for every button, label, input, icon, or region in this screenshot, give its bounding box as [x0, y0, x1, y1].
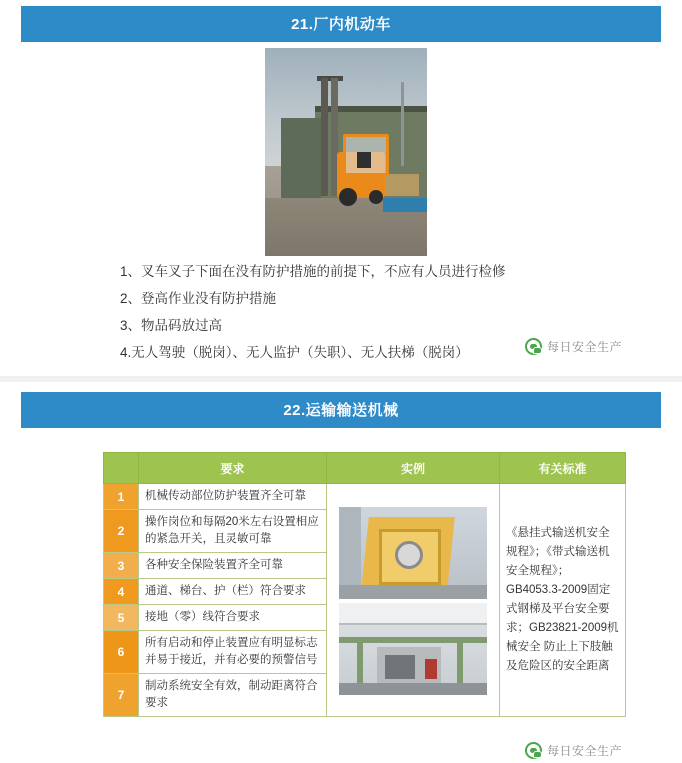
photo-machine-part	[385, 655, 415, 679]
photo-forklift-seat	[357, 152, 371, 168]
photo-forklift-wheel-front	[339, 188, 357, 206]
row-requirement: 操作岗位和每隔20米左右设置相应的紧急开关，且灵敏可靠	[139, 510, 327, 553]
row-requirement: 通道、梯台、护（栏）符合要求	[139, 579, 327, 605]
photo-pole	[401, 82, 404, 166]
photo-roof	[339, 603, 487, 625]
photo-pallet	[385, 174, 419, 196]
row-number: 1	[104, 484, 139, 510]
row-number: 6	[104, 631, 139, 674]
hazard-item-4: 4.无人驾驶（脱岗）、无人监护（失职）、无人扶梯（脱岗）	[120, 345, 469, 360]
row-number: 5	[104, 605, 139, 631]
hazard-item-2: 2、登高作业没有防护措施	[120, 291, 277, 306]
row-number: 2	[104, 510, 139, 553]
wechat-badge-top	[525, 338, 622, 355]
hazard-list	[120, 258, 590, 366]
row-number: 3	[104, 553, 139, 579]
row-number: 4	[104, 579, 139, 605]
conveyor-guard-photo	[339, 507, 487, 599]
wechat-icon	[525, 742, 542, 759]
table-header-row	[104, 453, 626, 484]
photo-machine-wheel	[395, 541, 423, 569]
table-header-num	[104, 453, 139, 484]
photo-blue-container	[383, 198, 427, 212]
section-divider	[0, 376, 682, 382]
section-header-22: 22.运输输送机械	[21, 392, 661, 428]
section-header-21: 21.厂内机动车	[21, 6, 661, 42]
requirements-table	[103, 452, 626, 717]
wechat-label: 每日安全生产	[547, 744, 623, 758]
row-requirement: 各种安全保险装置齐全可靠	[139, 553, 327, 579]
photo-mast-left	[321, 78, 328, 196]
hazard-item-1: 1、叉车叉子下面在没有防护措施的前提下，不应有人员进行检修	[120, 264, 506, 279]
table-row	[104, 484, 626, 510]
table-header-requirement: 要求	[139, 453, 327, 484]
row-requirement: 所有启动和停止装置应有明显标志并易于接近，并有必要的预警信号	[139, 631, 327, 674]
workshop-conveyor-photo	[339, 603, 487, 695]
photo-floor-2	[339, 683, 487, 695]
row-requirement: 机械传动部位防护装置齐全可靠	[139, 484, 327, 510]
table-header-example: 实例	[327, 453, 500, 484]
wechat-label: 每日安全生产	[547, 340, 623, 354]
photo-column-right	[457, 637, 463, 685]
table-header-standard: 有关标准	[500, 453, 626, 484]
row-number: 7	[104, 674, 139, 717]
wechat-icon	[525, 338, 542, 355]
hazard-item-3: 3、物品码放过高	[120, 318, 223, 333]
example-photo-cell	[327, 484, 500, 717]
photo-red-marker	[425, 659, 437, 679]
standards-cell: 《悬挂式输送机安全规程》；《带式输送机安全规程》；GB4053.3-2009固定式钢梯及平台安全要求；GB23821-2009机械安全 防止上下肢触及危险区的安全距离	[500, 484, 626, 717]
photo-floor	[339, 585, 487, 599]
row-requirement: 接地（零）线符合要求	[139, 605, 327, 631]
photo-column-left	[357, 637, 363, 685]
photo-tarp	[281, 118, 321, 204]
row-requirement: 制动系统安全有效，制动距离符合要求	[139, 674, 327, 717]
wechat-badge-bottom	[525, 742, 622, 759]
forklift-photo	[265, 48, 427, 256]
photo-forklift-wheel-rear	[369, 190, 383, 204]
